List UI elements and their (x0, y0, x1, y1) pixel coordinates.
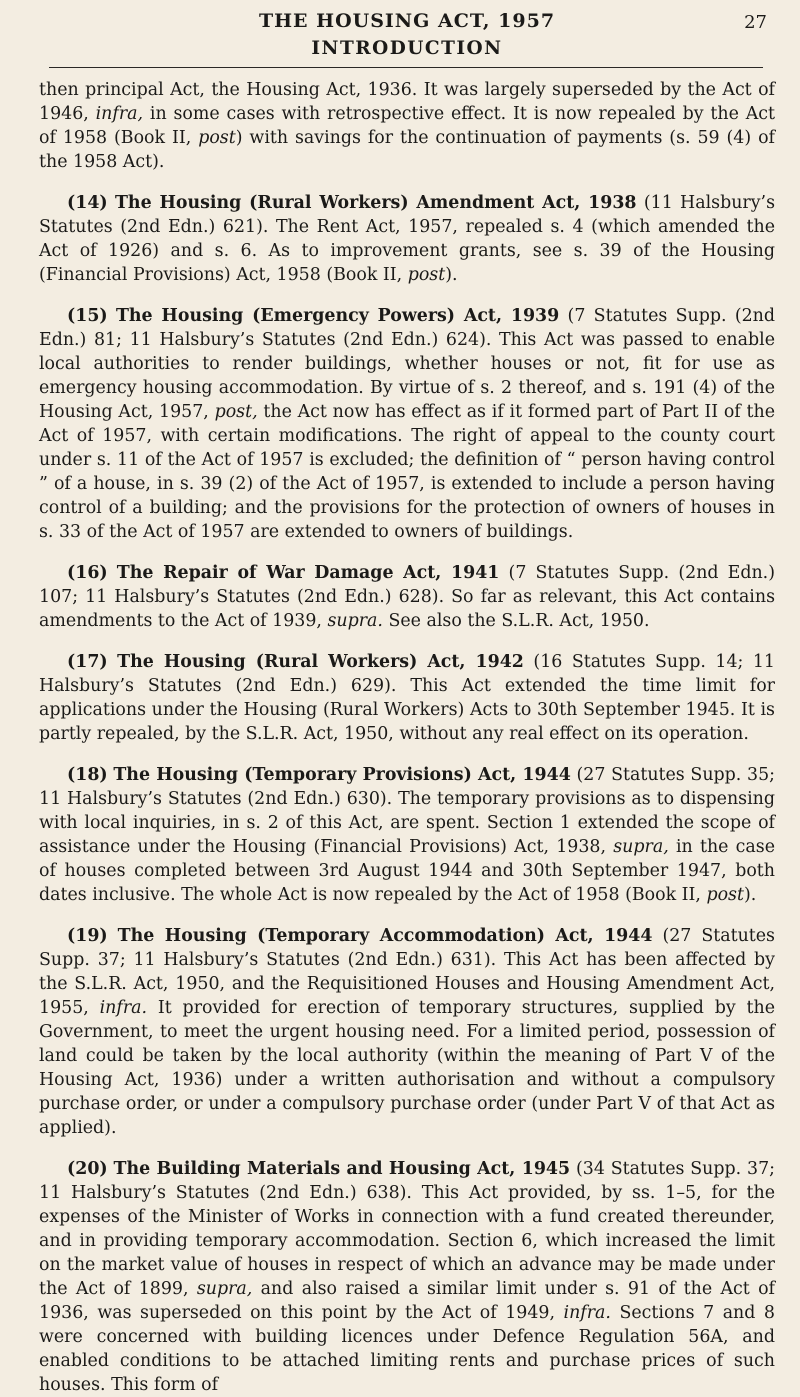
act-title: The Housing (Rural Workers) Act, 1942 (117, 652, 524, 672)
paragraph-number: (19) (67, 926, 108, 946)
body-text (39, 78, 775, 1397)
paragraph-number: (18) (67, 765, 108, 785)
act-title: The Housing (Temporary Provisions) Act, 1944 (113, 765, 571, 785)
paragraph-18: (18) The Housing (Temporary Provisions) Act, 1944 (27 Statutes Supp. 35; 11 Halsbury’s Statutes (2nd Edn.) 630). The temporary provisions as to dispensing with local inquiries, in s. 2 of this Act, are spent. Section 1 extended the scope of assistance under the Housing (Financial Provisions) Act, 1938, supra, in the case of houses completed between 3rd August 1944 and 30th September 1947, both dates inclusive. The whole Act is now repealed by the Act of 1958 (Book II, post). (39, 765, 776, 905)
paragraph-17: (17) The Housing (Rural Workers) Act, 1942 (16 Statutes Supp. 14; 11 Halsbury’s Statutes (2nd Edn.) 629). This Act extended the time limit for applications under the Housing (Rural Workers) Acts to 30th September 1945. It is partly repealed, by the S.L.R. Act, 1950, without any real effect on its operation. (39, 652, 775, 744)
page-number: 27 (744, 12, 767, 33)
section-title: INTRODUCTION (311, 38, 503, 59)
paragraph-number: (14) (67, 193, 108, 213)
paragraph-15: (15) The Housing (Emergency Powers) Act, 1939 (7 Statutes Supp. (2nd Edn.) 81; 11 Halsbury’s Statutes (2nd Edn.) 624). This Act was passed to enable local authorities to render buildings, whether houses or not, fit for use as emergency housing accommodation. By virtue of s. 2 thereof, and s. 191 (4) of the Housing Act, 1957, post, the Act now has effect as if it formed part of Part II of the Act of 1957, with certain modifications. The right of appeal to the county court under s. 11 of the Act of 1957 is excluded; the definition of “ person having control ” of a house, in s. 39 (2) of the Act of 1957, is extended to include a person having control of a building; and the provisions for the protection of owners of houses in s. 33 of the Act of 1957 are extended to owners of buildings. (39, 306, 776, 542)
header-rule (49, 67, 763, 68)
paragraph-number: (16) (67, 563, 108, 583)
paragraph-number: (15) (67, 306, 108, 326)
act-title: The Housing (Emergency Powers) Act, 1939 (115, 306, 560, 326)
running-title: THE HOUSING ACT, 1957 (258, 10, 556, 32)
act-title: The Housing (Temporary Accommodation) Act, 1944 (117, 926, 653, 946)
paragraph-16: (16) The Repair of War Damage Act, 1941 (7 Statutes Supp. (2nd Edn.) 107; 11 Halsbury’s Statutes (2nd Edn.) 628). So far as relevant, this Act contains amendments to the Act of 1939, supra. See also the S.L.R. Act, 1950. (39, 563, 775, 631)
act-title: The Housing (Rural Workers) Amendment Act, 1938 (114, 193, 637, 213)
paragraph-20: (20) The Building Materials and Housing Act, 1945 (34 Statutes Supp. 37; 11 Halsbury’s Statutes (2nd Edn.) 638). This Act provided, by ss. 1–5, for the expenses of the Minister of Works in connection with a fund created thereunder, and in providing temporary accommodation. Section 6, which increased the limit on the market value of houses in respect of which an advance may be made under the Act of 1899, supra, and also raised a similar limit under s. 91 of the Act of 1936, was superseded on this point by the Act of 1949, infra. Sections 7 and 8 were concerned with building licences under Defence Regulation 56A, and enabled conditions to be attached limiting rents and purchase prices of such houses. This form of (39, 1159, 776, 1395)
paragraph-number: (20) (67, 1159, 108, 1179)
act-title: The Building Materials and Housing Act, 1945 (113, 1159, 571, 1179)
running-head (39, 0, 775, 36)
paragraph-number: (17) (67, 652, 108, 672)
paragraph-13-continuation: then principal Act, the Housing Act, 1936. It was largely superseded by the Act of 1946, infra, in some cases with retrospective effect. It is now repealed by the Act of 1958 (Book II, post) with savings for the continuation of payments (s. 59 (4) of the 1958 Act). (39, 80, 775, 172)
paragraph-19: (19) The Housing (Temporary Accommodation) Act, 1944 (27 Statutes Supp. 37; 11 Halsbury’s Statutes (2nd Edn.) 631). This Act has been affected by the S.L.R. Act, 1950, and the Requisitioned Houses and Housing Amendment Act, 1955, infra. It provided for erection of temporary structures, supplied by the Government, to meet the urgent housing need. For a limited period, possession of land could be taken by the local authority (within the meaning of Part V of the Housing Act, 1936) under a written authorisation and without a compulsory purchase order, or under a compulsory purchase order (under Part V of that Act as applied). (39, 926, 775, 1138)
paragraph-14: (14) The Housing (Rural Workers) Amendment Act, 1938 (11 Halsbury’s Statutes (2nd Edn.) 621). The Rent Act, 1957, repealed s. 4 (which amended the Act of 1926) and s. 6. As to improvement grants, see s. 39 of the Housing (Financial Provisions) Act, 1958 (Book II, post). (39, 193, 776, 285)
act-title: The Repair of War Damage Act, 1941 (116, 563, 500, 583)
